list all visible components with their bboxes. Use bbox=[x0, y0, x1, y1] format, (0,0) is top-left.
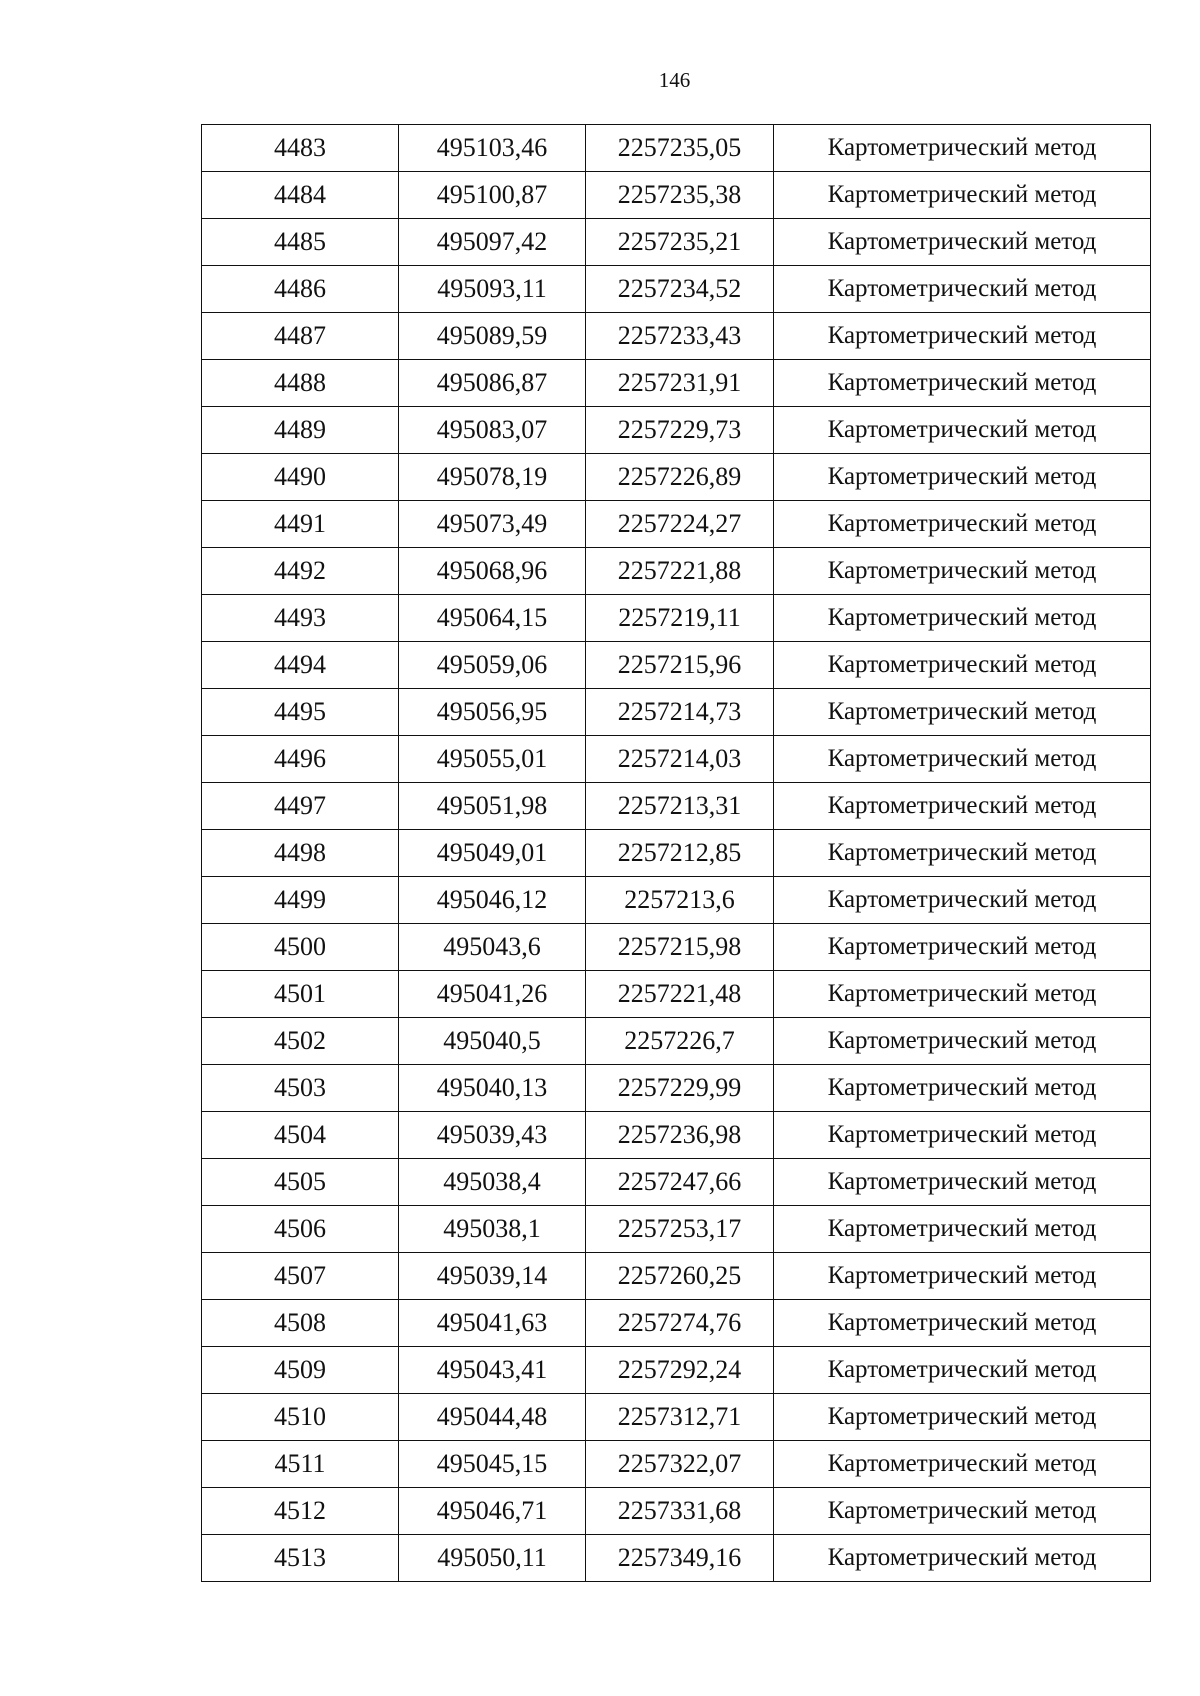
point-number-cell: 4512 bbox=[202, 1488, 399, 1535]
table-row bbox=[202, 971, 1151, 1018]
x-coordinate-cell: 495046,71 bbox=[399, 1488, 586, 1535]
x-coordinate-cell: 495086,87 bbox=[399, 360, 586, 407]
table-row bbox=[202, 219, 1151, 266]
x-coordinate-cell: 495043,41 bbox=[399, 1347, 586, 1394]
method-cell: Картометрический метод bbox=[774, 501, 1151, 548]
table-row bbox=[202, 1347, 1151, 1394]
table-row bbox=[202, 1253, 1151, 1300]
point-number-cell: 4511 bbox=[202, 1441, 399, 1488]
y-coordinate-cell: 2257233,43 bbox=[586, 313, 774, 360]
point-number-cell: 4502 bbox=[202, 1018, 399, 1065]
y-coordinate-cell: 2257212,85 bbox=[586, 830, 774, 877]
table-row bbox=[202, 736, 1151, 783]
point-number-cell: 4483 bbox=[202, 125, 399, 172]
coordinates-table-body bbox=[202, 125, 1151, 1582]
y-coordinate-cell: 2257221,88 bbox=[586, 548, 774, 595]
x-coordinate-cell: 495103,46 bbox=[399, 125, 586, 172]
table-row bbox=[202, 1206, 1151, 1253]
table-row bbox=[202, 313, 1151, 360]
table-row bbox=[202, 125, 1151, 172]
table-row bbox=[202, 266, 1151, 313]
method-cell: Картометрический метод bbox=[774, 1253, 1151, 1300]
method-cell: Картометрический метод bbox=[774, 783, 1151, 830]
table-row bbox=[202, 1065, 1151, 1112]
point-number-cell: 4495 bbox=[202, 689, 399, 736]
y-coordinate-cell: 2257215,98 bbox=[586, 924, 774, 971]
x-coordinate-cell: 495045,15 bbox=[399, 1441, 586, 1488]
y-coordinate-cell: 2257231,91 bbox=[586, 360, 774, 407]
table-row bbox=[202, 1018, 1151, 1065]
y-coordinate-cell: 2257292,24 bbox=[586, 1347, 774, 1394]
x-coordinate-cell: 495051,98 bbox=[399, 783, 586, 830]
y-coordinate-cell: 2257213,6 bbox=[586, 877, 774, 924]
table-row bbox=[202, 924, 1151, 971]
table-row bbox=[202, 407, 1151, 454]
table-row bbox=[202, 360, 1151, 407]
y-coordinate-cell: 2257226,89 bbox=[586, 454, 774, 501]
table-row bbox=[202, 548, 1151, 595]
method-cell: Картометрический метод bbox=[774, 1347, 1151, 1394]
table-row bbox=[202, 172, 1151, 219]
x-coordinate-cell: 495040,5 bbox=[399, 1018, 586, 1065]
x-coordinate-cell: 495049,01 bbox=[399, 830, 586, 877]
table-row bbox=[202, 1159, 1151, 1206]
x-coordinate-cell: 495046,12 bbox=[399, 877, 586, 924]
method-cell: Картометрический метод bbox=[774, 1206, 1151, 1253]
x-coordinate-cell: 495068,96 bbox=[399, 548, 586, 595]
y-coordinate-cell: 2257214,73 bbox=[586, 689, 774, 736]
y-coordinate-cell: 2257322,07 bbox=[586, 1441, 774, 1488]
method-cell: Картометрический метод bbox=[774, 407, 1151, 454]
point-number-cell: 4506 bbox=[202, 1206, 399, 1253]
x-coordinate-cell: 495064,15 bbox=[399, 595, 586, 642]
table-row bbox=[202, 1441, 1151, 1488]
x-coordinate-cell: 495039,14 bbox=[399, 1253, 586, 1300]
y-coordinate-cell: 2257219,11 bbox=[586, 595, 774, 642]
point-number-cell: 4488 bbox=[202, 360, 399, 407]
method-cell: Картометрический метод bbox=[774, 736, 1151, 783]
x-coordinate-cell: 495038,4 bbox=[399, 1159, 586, 1206]
table-row bbox=[202, 501, 1151, 548]
method-cell: Картометрический метод bbox=[774, 924, 1151, 971]
table-row bbox=[202, 877, 1151, 924]
x-coordinate-cell: 495050,11 bbox=[399, 1535, 586, 1582]
table-row bbox=[202, 1112, 1151, 1159]
method-cell: Картометрический метод bbox=[774, 172, 1151, 219]
y-coordinate-cell: 2257234,52 bbox=[586, 266, 774, 313]
y-coordinate-cell: 2257235,21 bbox=[586, 219, 774, 266]
method-cell: Картометрический метод bbox=[774, 1018, 1151, 1065]
x-coordinate-cell: 495038,1 bbox=[399, 1206, 586, 1253]
point-number-cell: 4492 bbox=[202, 548, 399, 595]
point-number-cell: 4485 bbox=[202, 219, 399, 266]
y-coordinate-cell: 2257224,27 bbox=[586, 501, 774, 548]
y-coordinate-cell: 2257247,66 bbox=[586, 1159, 774, 1206]
method-cell: Картометрический метод bbox=[774, 125, 1151, 172]
x-coordinate-cell: 495044,48 bbox=[399, 1394, 586, 1441]
point-number-cell: 4513 bbox=[202, 1535, 399, 1582]
point-number-cell: 4507 bbox=[202, 1253, 399, 1300]
x-coordinate-cell: 495041,26 bbox=[399, 971, 586, 1018]
y-coordinate-cell: 2257229,73 bbox=[586, 407, 774, 454]
y-coordinate-cell: 2257331,68 bbox=[586, 1488, 774, 1535]
table-row bbox=[202, 689, 1151, 736]
x-coordinate-cell: 495056,95 bbox=[399, 689, 586, 736]
point-number-cell: 4498 bbox=[202, 830, 399, 877]
point-number-cell: 4489 bbox=[202, 407, 399, 454]
x-coordinate-cell: 495083,07 bbox=[399, 407, 586, 454]
y-coordinate-cell: 2257221,48 bbox=[586, 971, 774, 1018]
point-number-cell: 4491 bbox=[202, 501, 399, 548]
point-number-cell: 4497 bbox=[202, 783, 399, 830]
method-cell: Картометрический метод bbox=[774, 830, 1151, 877]
table-row bbox=[202, 783, 1151, 830]
y-coordinate-cell: 2257235,05 bbox=[586, 125, 774, 172]
table-row bbox=[202, 454, 1151, 501]
method-cell: Картометрический метод bbox=[774, 877, 1151, 924]
method-cell: Картометрический метод bbox=[774, 1065, 1151, 1112]
table-row bbox=[202, 1488, 1151, 1535]
method-cell: Картометрический метод bbox=[774, 266, 1151, 313]
y-coordinate-cell: 2257213,31 bbox=[586, 783, 774, 830]
y-coordinate-cell: 2257214,03 bbox=[586, 736, 774, 783]
method-cell: Картометрический метод bbox=[774, 1394, 1151, 1441]
point-number-cell: 4494 bbox=[202, 642, 399, 689]
table-row bbox=[202, 642, 1151, 689]
method-cell: Картометрический метод bbox=[774, 1300, 1151, 1347]
point-number-cell: 4487 bbox=[202, 313, 399, 360]
y-coordinate-cell: 2257215,96 bbox=[586, 642, 774, 689]
x-coordinate-cell: 495040,13 bbox=[399, 1065, 586, 1112]
point-number-cell: 4499 bbox=[202, 877, 399, 924]
point-number-cell: 4503 bbox=[202, 1065, 399, 1112]
y-coordinate-cell: 2257235,38 bbox=[586, 172, 774, 219]
y-coordinate-cell: 2257349,16 bbox=[586, 1535, 774, 1582]
coordinates-table-container bbox=[201, 124, 1150, 1582]
x-coordinate-cell: 495043,6 bbox=[399, 924, 586, 971]
x-coordinate-cell: 495055,01 bbox=[399, 736, 586, 783]
point-number-cell: 4510 bbox=[202, 1394, 399, 1441]
x-coordinate-cell: 495100,87 bbox=[399, 172, 586, 219]
y-coordinate-cell: 2257312,71 bbox=[586, 1394, 774, 1441]
y-coordinate-cell: 2257274,76 bbox=[586, 1300, 774, 1347]
point-number-cell: 4509 bbox=[202, 1347, 399, 1394]
point-number-cell: 4484 bbox=[202, 172, 399, 219]
x-coordinate-cell: 495073,49 bbox=[399, 501, 586, 548]
method-cell: Картометрический метод bbox=[774, 548, 1151, 595]
y-coordinate-cell: 2257236,98 bbox=[586, 1112, 774, 1159]
point-number-cell: 4500 bbox=[202, 924, 399, 971]
point-number-cell: 4490 bbox=[202, 454, 399, 501]
method-cell: Картометрический метод bbox=[774, 1159, 1151, 1206]
page-number: 146 bbox=[658, 68, 691, 92]
x-coordinate-cell: 495078,19 bbox=[399, 454, 586, 501]
point-number-cell: 4493 bbox=[202, 595, 399, 642]
method-cell: Картометрический метод bbox=[774, 219, 1151, 266]
method-cell: Картометрический метод bbox=[774, 1441, 1151, 1488]
y-coordinate-cell: 2257253,17 bbox=[586, 1206, 774, 1253]
x-coordinate-cell: 495039,43 bbox=[399, 1112, 586, 1159]
table-row bbox=[202, 1535, 1151, 1582]
x-coordinate-cell: 495089,59 bbox=[399, 313, 586, 360]
x-coordinate-cell: 495041,63 bbox=[399, 1300, 586, 1347]
method-cell: Картометрический метод bbox=[774, 971, 1151, 1018]
table-row bbox=[202, 1394, 1151, 1441]
x-coordinate-cell: 495097,42 bbox=[399, 219, 586, 266]
method-cell: Картометрический метод bbox=[774, 1535, 1151, 1582]
method-cell: Картометрический метод bbox=[774, 1112, 1151, 1159]
method-cell: Картометрический метод bbox=[774, 454, 1151, 501]
point-number-cell: 4505 bbox=[202, 1159, 399, 1206]
method-cell: Картометрический метод bbox=[774, 689, 1151, 736]
method-cell: Картометрический метод bbox=[774, 360, 1151, 407]
y-coordinate-cell: 2257260,25 bbox=[586, 1253, 774, 1300]
table-row bbox=[202, 595, 1151, 642]
table-row bbox=[202, 1300, 1151, 1347]
point-number-cell: 4486 bbox=[202, 266, 399, 313]
table-row bbox=[202, 830, 1151, 877]
x-coordinate-cell: 495093,11 bbox=[399, 266, 586, 313]
method-cell: Картометрический метод bbox=[774, 1488, 1151, 1535]
point-number-cell: 4508 bbox=[202, 1300, 399, 1347]
method-cell: Картометрический метод bbox=[774, 642, 1151, 689]
point-number-cell: 4504 bbox=[202, 1112, 399, 1159]
y-coordinate-cell: 2257226,7 bbox=[586, 1018, 774, 1065]
point-number-cell: 4501 bbox=[202, 971, 399, 1018]
method-cell: Картометрический метод bbox=[774, 595, 1151, 642]
coordinates-table bbox=[201, 124, 1151, 1582]
y-coordinate-cell: 2257229,99 bbox=[586, 1065, 774, 1112]
point-number-cell: 4496 bbox=[202, 736, 399, 783]
x-coordinate-cell: 495059,06 bbox=[399, 642, 586, 689]
method-cell: Картометрический метод bbox=[774, 313, 1151, 360]
